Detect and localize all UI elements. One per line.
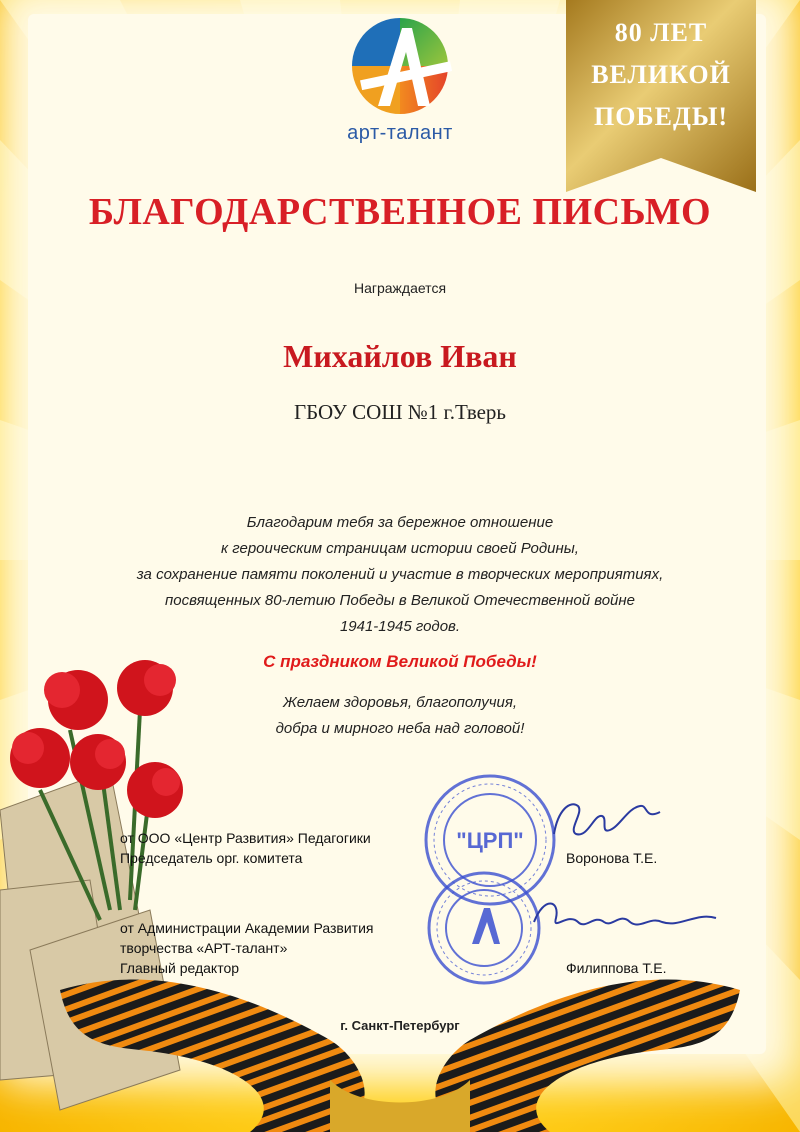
- gratitude-line: посвященных 80-летию Победы в Великой Отечественной войне: [164, 592, 635, 609]
- signature-line: Главный редактор: [120, 960, 240, 976]
- signature-scribble-1: [548, 790, 668, 850]
- wish-line: добра и мирного неба над головой!: [275, 720, 525, 737]
- wish-line: Желаем здоровья, благополучия,: [282, 694, 518, 711]
- badge-line-1: 80 ЛЕТ: [614, 18, 708, 47]
- badge-text: [566, 12, 756, 138]
- st-george-ribbon-decoration: [0, 960, 800, 1132]
- awarded-label: Награждается: [353, 280, 447, 296]
- signer-name-2: Филиппова Т.Е.: [566, 960, 667, 976]
- gratitude-line: за сохранение памяти поколений и участие в творческих мероприятиях,: [136, 566, 664, 583]
- city-label: г. Санкт-Петербург: [340, 1018, 460, 1033]
- signature-line: Председатель орг. комитета: [120, 850, 303, 866]
- holiday-greeting: С праздником Великой Победы!: [263, 652, 537, 671]
- signature-scribble-2: [530, 892, 720, 952]
- signature-line: от ООО «Центр Развития» Педагогики: [120, 830, 371, 846]
- certificate-title: БЛАГОДАРСТВЕННОЕ ПИСЬМО: [88, 191, 712, 233]
- stamp-center-text: "ЦРП": [456, 828, 524, 853]
- badge-line-2: ВЕЛИКОЙ: [591, 60, 731, 89]
- badge-line-3: ПОБЕДЫ!: [593, 102, 729, 131]
- art-talant-logo-icon: [338, 14, 462, 118]
- signature-block-1: [120, 828, 371, 868]
- signature-line: от Администрации Академии Развития: [120, 920, 374, 936]
- gratitude-line: к героическим страницам истории своей Родины,: [221, 540, 579, 557]
- recipient-organization: ГБОУ СОШ №1 г.Тверь: [293, 400, 507, 424]
- signature-line: творчества «АРТ-талант»: [120, 940, 288, 956]
- recipient-name: Михайлов Иван: [283, 338, 517, 374]
- gratitude-line: Благодарим тебя за бережное отношение: [246, 514, 554, 531]
- gratitude-text: [80, 510, 720, 640]
- logo-wordmark: арт-талант: [347, 122, 453, 144]
- signer-name-1: Воронова Т.Е.: [566, 850, 658, 866]
- gratitude-line: 1941-1945 годов.: [339, 618, 461, 635]
